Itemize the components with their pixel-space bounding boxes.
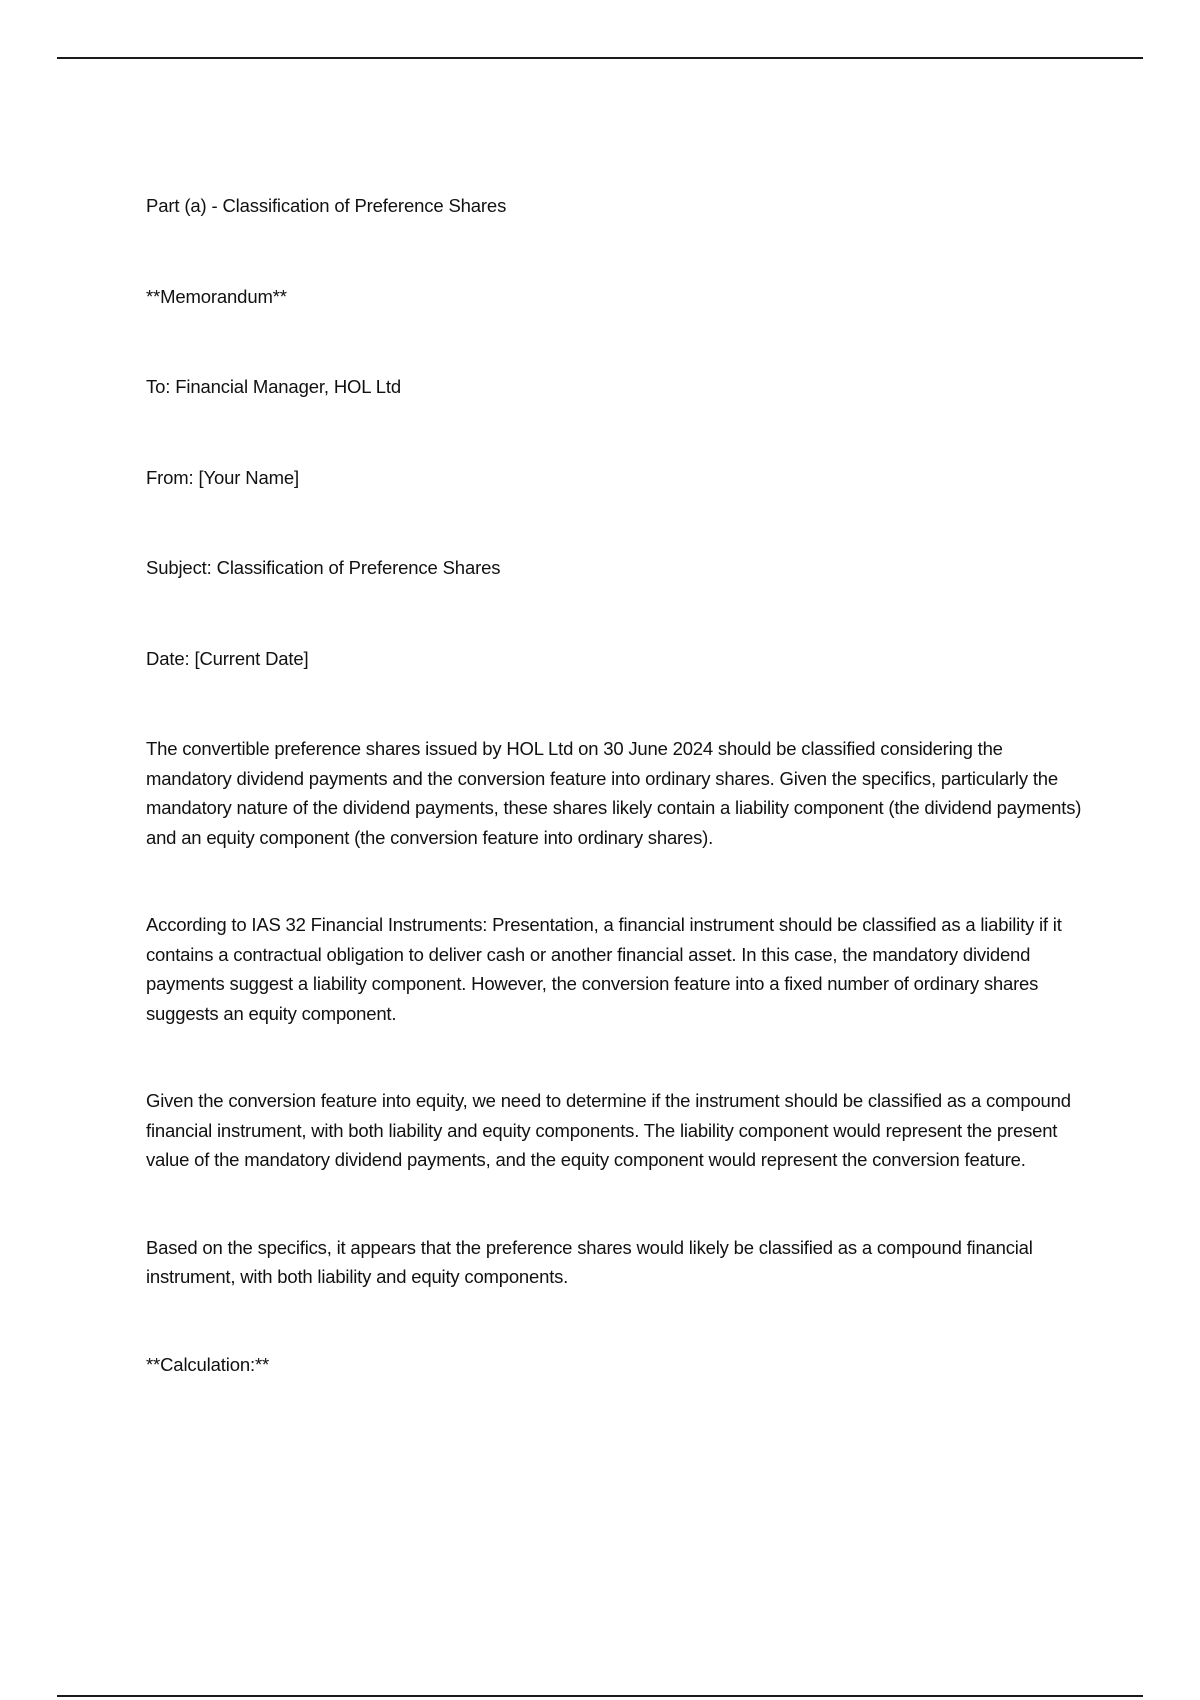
header-rule bbox=[57, 57, 1143, 59]
memo-to-line: To: Financial Manager, HOL Ltd bbox=[146, 376, 401, 397]
memo-date-line: Date: [Current Date] bbox=[146, 647, 309, 669]
memo-body bbox=[146, 191, 1086, 1379]
memo-subject-line: Subject: Classification of Preference Shares bbox=[146, 557, 501, 578]
memo-from-line: From: [Your Name] bbox=[146, 466, 300, 488]
paragraph-conclusion: Based on the specifics, it appears that the preference shares would likely be classified as a compound financial instrument, with both liability and equity components. bbox=[146, 1236, 1033, 1287]
footer-rule bbox=[57, 1695, 1143, 1697]
part-heading: Part (a) - Classification of Preference Shares bbox=[146, 195, 507, 216]
paragraph-compound-instrument: Given the conversion feature into equity, we need to determine if the instrument should be classified as a compound financial instrument, with both liability and equity components. The liability component would represent the present value of the mandatory dividend payments, and the equity component would represent the conversion feature. bbox=[146, 1090, 1071, 1170]
memo-title: **Memorandum** bbox=[146, 285, 287, 307]
paragraph-ias32: According to IAS 32 Financial Instruments: Presentation, a financial instrument should be classified as a liability if it contains a contractual obligation to deliver cash or another financial asset. In this case, the mandatory dividend payments suggest a liability component. However, the conversion feature into a fixed number of ordinary shares suggests an equity component. bbox=[146, 914, 1062, 1024]
calculation-heading: **Calculation:** bbox=[146, 1353, 270, 1375]
paragraph-classification: The convertible preference shares issued by HOL Ltd on 30 June 2024 should be classified considering the mandatory dividend payments and the conversion feature into ordinary shares. Given the specifics, particularly the mandatory nature of the dividend payments, these shares likely contain a liability component (the dividend payments) and an equity component (the conversion feature into ordinary shares). bbox=[146, 738, 1082, 848]
